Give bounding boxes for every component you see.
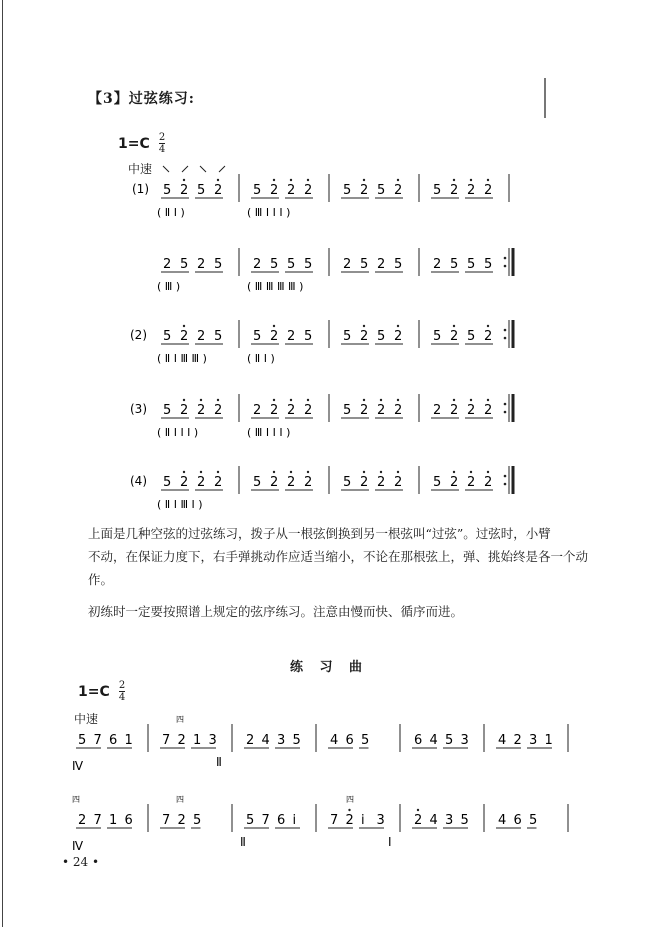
time-signature-2	[119, 680, 125, 703]
note: 2	[304, 475, 313, 490]
note: 7	[93, 813, 102, 828]
note: 2	[360, 475, 369, 490]
string-mark: Ⅰ	[388, 835, 392, 849]
octave-dot	[453, 399, 455, 401]
note: 2	[450, 329, 459, 344]
note: 7	[162, 813, 171, 828]
note: 2	[433, 403, 442, 418]
octave-dot	[273, 179, 275, 181]
note: 5	[433, 329, 442, 344]
note: 6	[109, 733, 118, 748]
note: 2	[253, 403, 262, 418]
note: 2	[270, 329, 279, 344]
note: 2	[345, 813, 354, 828]
note: 5	[433, 183, 442, 198]
note: 2	[177, 733, 186, 748]
note: 5	[214, 329, 223, 344]
note: 2	[287, 475, 296, 490]
note: 2	[467, 475, 476, 490]
note: 5	[529, 813, 538, 828]
note: 2	[253, 257, 262, 272]
repeat-dot	[504, 475, 507, 478]
note: 2	[394, 183, 403, 198]
note: 2	[287, 403, 296, 418]
string-mark: Ⅱ	[216, 755, 222, 769]
octave-dot	[363, 325, 365, 327]
octave-dot	[453, 179, 455, 181]
note: 6	[277, 813, 286, 828]
note: 2	[197, 403, 206, 418]
note: 5	[253, 475, 262, 490]
note: 2	[414, 813, 423, 828]
octave-dot	[487, 399, 489, 401]
note: 2	[180, 475, 189, 490]
note: 5	[433, 475, 442, 490]
note: 5	[253, 329, 262, 344]
octave-dot	[183, 399, 185, 401]
ex1-line1	[132, 166, 225, 196]
note: 2	[163, 257, 172, 272]
page-number: • 24 •	[62, 855, 100, 869]
note: 2	[180, 403, 189, 418]
note: 5	[484, 257, 493, 272]
octave-dot	[217, 179, 219, 181]
note: 5	[253, 183, 262, 198]
finger-mark: 四	[176, 795, 184, 804]
octave-dot	[183, 179, 185, 181]
note: 5	[246, 813, 255, 828]
note: 6	[124, 813, 133, 828]
note: 2	[270, 183, 279, 198]
note: 2	[180, 183, 189, 198]
ex3	[130, 394, 513, 439]
string-marks: ( Ⅱ Ⅰ )	[247, 352, 275, 365]
string-mark: Ⅳ	[72, 759, 84, 773]
octave-dot	[487, 325, 489, 327]
note: 3	[277, 733, 286, 748]
note: 2	[343, 257, 352, 272]
note: 5	[304, 329, 313, 344]
octave-dot	[217, 471, 219, 473]
octave-dot	[380, 399, 382, 401]
note: 2	[484, 329, 493, 344]
octave-dot	[363, 179, 365, 181]
note: 2	[214, 403, 223, 418]
octave-dot	[470, 179, 472, 181]
note: 2	[377, 475, 386, 490]
note: 5	[163, 403, 172, 418]
repeat-dot	[504, 265, 507, 268]
note: 2	[78, 813, 87, 828]
note: 3	[529, 733, 538, 748]
tempo2-label: 中速	[74, 712, 99, 726]
octave-dot	[273, 399, 275, 401]
note: 5	[180, 257, 189, 272]
ex-label-1: (1)	[132, 182, 149, 196]
exercise-label: (4)	[130, 474, 147, 488]
note: 5	[304, 257, 313, 272]
octave-dot	[453, 471, 455, 473]
time2-num: 2	[118, 680, 126, 691]
string-marks: ( Ⅲ Ⅲ Ⅲ Ⅲ )	[247, 280, 304, 293]
octave-dot	[307, 471, 309, 473]
note: 2	[287, 183, 296, 198]
octave-dot	[273, 471, 275, 473]
repeat-dot	[504, 403, 507, 406]
note: 4	[330, 733, 339, 748]
para1-line2: 不动，在保证力度下，右手弹挑动作应适当缩小，不论在那根弦上，弹、挑始终是各一个动	[88, 549, 589, 564]
ex1-line1	[157, 174, 509, 219]
note: 5	[460, 813, 469, 828]
note: 5	[467, 329, 476, 344]
octave-dot	[363, 399, 365, 401]
note: 7	[93, 733, 102, 748]
note: 5	[197, 183, 206, 198]
string-marks: ( Ⅲ )	[157, 280, 181, 293]
note: 4	[261, 733, 270, 748]
note: 2	[304, 183, 313, 198]
note: 2	[197, 329, 206, 344]
note: 2	[304, 403, 313, 418]
note: 2	[433, 257, 442, 272]
note: 2	[394, 403, 403, 418]
piece-title: 练 习 曲	[290, 660, 369, 675]
note: 2	[197, 475, 206, 490]
note: 5	[292, 733, 301, 748]
note: i	[361, 813, 365, 828]
octave-dot	[470, 399, 472, 401]
note: 5	[343, 475, 352, 490]
note: 2	[450, 403, 459, 418]
note: 2	[214, 475, 223, 490]
octave-dot	[183, 325, 185, 327]
ex1-line2	[157, 248, 513, 293]
piece-line2	[76, 804, 568, 832]
note: 5	[394, 257, 403, 272]
octave-dot	[307, 399, 309, 401]
note: 7	[162, 733, 171, 748]
note: 2	[360, 403, 369, 418]
exercise-label: (2)	[130, 328, 147, 342]
note: 5	[214, 257, 223, 272]
octave-dot	[470, 471, 472, 473]
para1-line1: 上面是几种空弦的过弦练习，拨子从一根弦倒换到另一根弦叫“过弦”。过弦时，小臂	[88, 526, 551, 541]
note: 5	[193, 813, 202, 828]
octave-dot	[397, 325, 399, 327]
paragraph-1	[88, 522, 588, 591]
octave-dot	[397, 179, 399, 181]
note: 5	[467, 257, 476, 272]
note: 5	[287, 257, 296, 272]
note: 5	[377, 183, 386, 198]
note: 2	[484, 475, 493, 490]
note: 2	[484, 183, 493, 198]
note: 2	[214, 183, 223, 198]
string-marks: ( Ⅱ Ⅰ Ⅲ Ⅰ )	[157, 498, 203, 511]
key-label: 1=C	[118, 136, 150, 152]
finger-mark: 四	[176, 715, 184, 724]
note: 1	[193, 733, 202, 748]
note: 1	[109, 813, 118, 828]
octave-dot	[487, 471, 489, 473]
octave-dot	[397, 399, 399, 401]
string-marks: ( Ⅱ Ⅰ Ⅰ Ⅰ )	[157, 426, 199, 439]
note: 4	[429, 813, 438, 828]
note: 4	[498, 733, 507, 748]
octave-dot	[417, 809, 419, 811]
string-mark: Ⅳ	[72, 839, 84, 853]
time-den: 4	[158, 144, 166, 155]
note: 6	[513, 813, 522, 828]
note: 5	[377, 329, 386, 344]
octave-dot	[363, 471, 365, 473]
note: 2	[394, 475, 403, 490]
note: 5	[343, 329, 352, 344]
note: 2	[377, 403, 386, 418]
string-marks: ( Ⅲ Ⅰ Ⅰ Ⅰ )	[247, 206, 291, 219]
string-marks: ( Ⅱ Ⅰ )	[157, 206, 185, 219]
note: 2	[180, 329, 189, 344]
octave-dot	[380, 471, 382, 473]
note: 2	[513, 733, 522, 748]
string-marks: ( Ⅱ Ⅰ Ⅲ Ⅲ )	[157, 352, 207, 365]
note: 5	[445, 733, 454, 748]
note: 1	[544, 733, 553, 748]
string-marks: ( Ⅲ Ⅰ Ⅰ Ⅰ )	[247, 426, 291, 439]
key-signature-2	[78, 680, 125, 703]
octave-dot	[348, 809, 350, 811]
note: 3	[208, 733, 217, 748]
note: 3	[445, 813, 454, 828]
octave-dot	[183, 471, 185, 473]
octave-dot	[290, 179, 292, 181]
para1-line3: 作。	[88, 572, 114, 587]
note: 2	[377, 257, 386, 272]
note: 3	[460, 733, 469, 748]
note: 5	[163, 329, 172, 344]
tempo-label: 中速	[128, 162, 153, 176]
paragraph-2	[88, 600, 588, 623]
note: 5	[270, 257, 279, 272]
ex2	[130, 320, 513, 365]
note: i	[292, 813, 297, 828]
piece-line1	[76, 724, 568, 752]
note: 2	[394, 329, 403, 344]
octave-dot	[397, 471, 399, 473]
octave-dot	[200, 471, 202, 473]
note: 2	[246, 733, 255, 748]
note: 2	[360, 183, 369, 198]
octave-dot	[487, 179, 489, 181]
note: 2	[467, 183, 476, 198]
note: 2	[177, 813, 186, 828]
repeat-dot	[504, 257, 507, 260]
octave-dot	[290, 471, 292, 473]
octave-dot	[273, 325, 275, 327]
section-title: 【3】过弦练习:	[88, 91, 195, 107]
repeat-dot	[504, 483, 507, 486]
note: 2	[270, 403, 279, 418]
ex4	[130, 466, 513, 511]
note: 2	[450, 475, 459, 490]
note: 2	[450, 183, 459, 198]
note: 2	[360, 329, 369, 344]
repeat-dot	[504, 337, 507, 340]
note: 5	[343, 403, 352, 418]
note: 5	[163, 183, 172, 198]
note: 5	[361, 733, 370, 748]
octave-dot	[453, 325, 455, 327]
finger-mark: 四	[346, 795, 354, 804]
note: 7	[261, 813, 270, 828]
note: 4	[498, 813, 507, 828]
note: 4	[429, 733, 438, 748]
para2-text: 初练时一定要按照谱上规定的弦序练习。注意由慢而快、循序而进。	[88, 604, 464, 619]
note: 2	[467, 403, 476, 418]
repeat-dot	[504, 411, 507, 414]
octave-dot	[290, 399, 292, 401]
note: 6	[345, 733, 354, 748]
note: 2	[484, 403, 493, 418]
note: 5	[343, 183, 352, 198]
octave-dot	[217, 399, 219, 401]
note: 5	[163, 475, 172, 490]
note: 5	[450, 257, 459, 272]
finger-mark: 四	[72, 795, 80, 804]
note: 5	[78, 733, 87, 748]
note: 2	[287, 329, 296, 344]
time2-den: 4	[118, 692, 126, 703]
note: 2	[197, 257, 206, 272]
octave-dot	[200, 399, 202, 401]
note: 3	[376, 813, 385, 828]
octave-dot	[307, 179, 309, 181]
time-num: 2	[158, 132, 166, 143]
key2-label: 1=C	[78, 684, 110, 700]
repeat-dot	[504, 329, 507, 332]
string-mark: Ⅱ	[240, 835, 246, 849]
note: 5	[360, 257, 369, 272]
note: 6	[414, 733, 423, 748]
note: 7	[330, 813, 339, 828]
note: 1	[124, 733, 133, 748]
note: 2	[270, 475, 279, 490]
exercise-label: (3)	[130, 402, 147, 416]
